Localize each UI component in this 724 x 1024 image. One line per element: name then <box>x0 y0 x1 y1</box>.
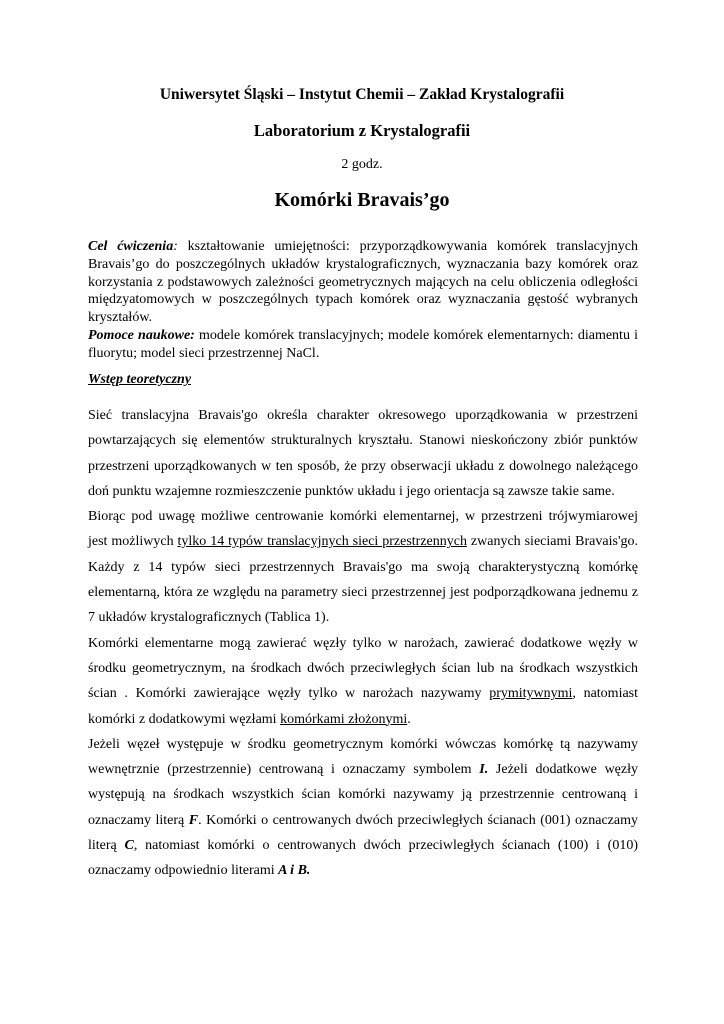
university-header: Uniwersytet Śląski – Instytut Chemii – Zakład Krystalografii <box>159 86 565 103</box>
p3-term-complex: komórkami złożonymi <box>280 711 408 727</box>
symbol-I: I. <box>479 762 489 778</box>
p2-underlined: tylko 14 typów translacyjnych sieci przestrzennych <box>177 534 467 550</box>
lab-title: Laboratorium z Krystalografii <box>253 121 471 140</box>
p3-text-b: , natomiast komórki z dodatkowymi węzłami <box>88 686 639 727</box>
symbol-F: F <box>188 812 199 828</box>
intro-paragraph-3 <box>88 631 638 732</box>
p4-text-d: , natomiast komórki o centrowanych dwóch przeciwległych ścianach (100) i (010) oznaczamy odpowiednio literami <box>88 838 638 879</box>
p2-text-a: Biorąc pod uwagę możliwe centrowanie komórki elementarnej, w przestrzeni trójwymiarowej jest możliwych <box>88 509 638 550</box>
intro-paragraph-2 <box>88 504 638 630</box>
p3-text-c: . <box>407 711 411 727</box>
symbols-A-B: A i B. <box>278 863 311 879</box>
intro-paragraph-1: Sieć translacyjna Bravais'go określa charakter okresowego uporządkowania w przestrzeni powtarzających się elementów strukturalnych kryształu. Stanowi nieskończony zbiór punktów przestrzeni uporządkowanych w ten sposób, że przy obserwacji układu z dowolnego należącego doń punktu wzajemne rozmieszczenie punktów układu i jego orientacja są zawsze takie same. <box>88 408 638 499</box>
p4-text-b: Jeżeli dodatkowe węzły występują na środkach wszystkich ścian komórki nazywamy ją przestrzennie centrowaną i oznaczamy literą <box>88 762 638 828</box>
p3-text-a: Komórki elementarne mogą zawierać węzły tylko w narożach, zawierać dodatkowe węzły w środku geometrycznym, na środkach dwóch przeciwległych ścian lub na środkach wszystkich ścian . Komórki zawierające węzły tylko w narożach nazywamy <box>88 635 638 702</box>
aids-paragraph <box>88 327 638 363</box>
intro-paragraph-4 <box>88 732 638 884</box>
page-title: Komórki Bravais’go <box>274 189 450 211</box>
p2-text-b: zwanych sieciami Bravais'go. Każdy z 14 typów sieci przestrzennych Bravais'go ma swoją charakterystyczną komórkę elementarną, która ze względu na parametry sieci przestrzennej jest podporządkowana jednemu z 7 układów krystalograficznych (Tablica 1). <box>88 534 638 626</box>
section-heading: Wstęp teoretyczny <box>88 372 192 387</box>
p4-text-a: Jeżeli węzeł występuje w środku geometrycznym komórki wówczas komórkę tą nazywamy wewnętrznie (przestrzennie) centrowaną i oznaczamy symbolem <box>88 736 638 778</box>
symbol-C: C <box>124 838 134 854</box>
p4-text-c: . Komórki o centrowanych dwóch przeciwległych ścianach (001) oznaczamy literą <box>88 812 638 854</box>
p3-term-primitive: prymitywnymi <box>489 686 573 702</box>
aim-text: kształtowanie umiejętności: przyporządkowywania komórek translacyjnych Bravais’go do poszczególnych układów krystalograficznych, wyznaczania bazy komórek oraz korzystania z podstawowych zależności geometrycznych mających na celu obliczenia odległości międzyatomowych w poszczególnych typach komórek oraz wyznaczania gęstość wybranych kryształów. <box>88 239 638 326</box>
aim-label: Cel ćwiczenia <box>88 239 174 254</box>
aim-paragraph <box>88 238 638 327</box>
aim-colon: : <box>173 239 178 254</box>
aids-text: modele komórek translacyjnych; modele komórek elementarnych: diamentu i fluorytu; model sieci przestrzennej NaCl. <box>88 327 639 361</box>
duration: 2 godz. <box>341 157 383 172</box>
goals-section <box>88 238 638 363</box>
intro-body <box>88 403 638 884</box>
aids-label: Pomoce naukowe: <box>88 327 195 343</box>
